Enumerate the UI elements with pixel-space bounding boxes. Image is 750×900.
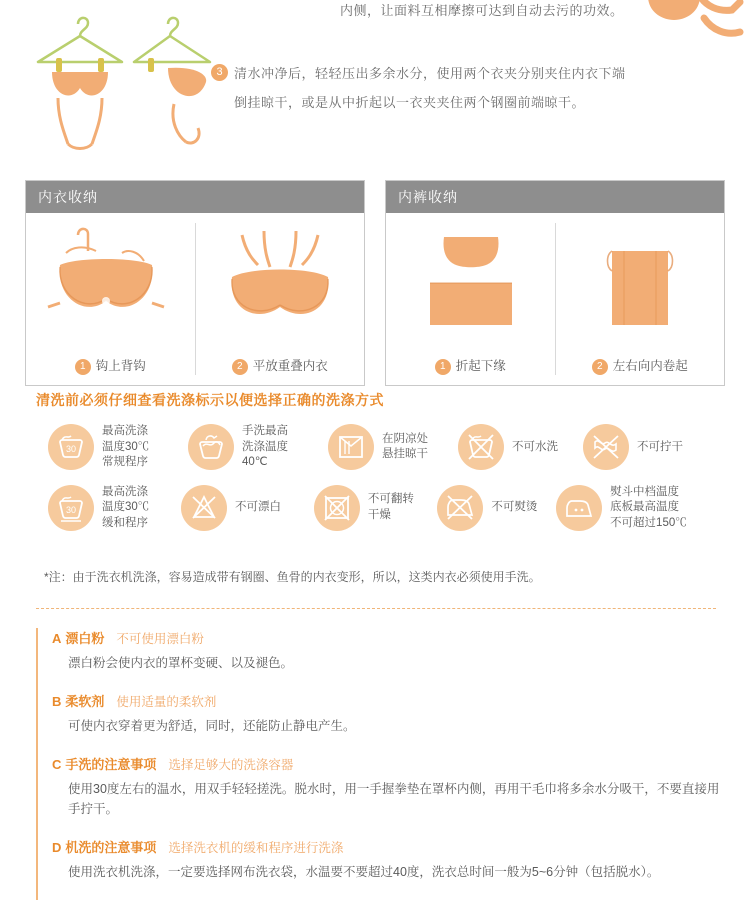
panty-fold-illustration-icon (386, 221, 556, 336)
care-tips-list (36, 628, 726, 900)
wash-symbol-do-not-wring (583, 424, 703, 471)
caption-text: 折起下缘 (455, 359, 506, 374)
wash-symbol-washtub-30 (48, 424, 188, 471)
drip-dry-shade-icon (328, 424, 374, 470)
caption-text: 左右向内卷起 (612, 359, 688, 374)
panel-bra-caption-2 (196, 356, 365, 375)
tip-body: 可使内衣穿着更为舒适，同时，还能防止静电产生。 (68, 719, 356, 733)
panel-panty-storage (385, 180, 725, 386)
wash-symbol-washtub-30-gentle (48, 485, 181, 532)
tip-subtitle: 使用适量的柔软剂 (116, 695, 217, 709)
panel-bra-storage-body (26, 213, 364, 385)
panel-panty-caption-1 (386, 356, 555, 375)
wash-symbol-label: 不可熨烫 (491, 501, 538, 514)
care-tip-d-head (52, 837, 726, 856)
wash-symbol-label: 不可翻转 干燥 (367, 493, 414, 521)
tip-letter: C (52, 757, 62, 772)
washtub-30-gentle-icon (48, 485, 94, 531)
do-not-iron-icon (437, 485, 483, 531)
tip-letter: B (52, 694, 62, 709)
wash-section-title: 清洗前必须仔细查看洗涤标示以便选择正确的洗涤方式 (36, 392, 384, 408)
tip-subtitle: 选择洗衣机的缓和程序进行洗涤 (168, 841, 344, 855)
wash-symbol-label: 手洗最高 洗涤温度 40℃ (242, 425, 288, 469)
care-tip-a-head (52, 628, 726, 647)
wash-symbol-label: 最高洗涤 温度30℃ 常规程序 (102, 425, 150, 469)
step-3-line-2: 倒挂晾干，或是从中折起以一衣夹夹住两个钢圈前端晾干。 (234, 95, 586, 110)
step-number: 2 (592, 359, 608, 375)
wash-symbol-iron-medium (556, 485, 708, 532)
iron-medium-icon (556, 485, 602, 531)
wash-symbol-label: 最高洗涤 温度30℃ 缓和程序 (102, 485, 150, 529)
panel-panty-item-2 (556, 213, 725, 385)
wash-symbol-row-2 (48, 485, 708, 532)
wash-symbol-label: 不可水洗 (512, 440, 558, 453)
wash-symbol-label: 不可漂白 (234, 501, 281, 514)
do-not-tumble-dry-icon (314, 485, 360, 531)
step-number: 1 (435, 359, 451, 375)
tip-subtitle: 选择足够大的洗涤容器 (168, 758, 294, 772)
panel-panty-item-1 (386, 213, 555, 385)
top-partial-text: 内侧，让面料互相摩擦可达到自动去污的功效。 (340, 3, 624, 18)
svg-text:30: 30 (65, 444, 77, 455)
wash-symbol-do-not-iron (437, 485, 556, 532)
section-divider (36, 608, 716, 609)
wash-symbol-grid (48, 424, 708, 545)
torso-illustration-icon (640, 0, 750, 56)
panel-panty-storage-title: 内裤收纳 (386, 181, 724, 213)
panel-bra-item-2 (196, 213, 365, 385)
care-tip-d (52, 837, 726, 882)
tip-letter: A (52, 631, 62, 646)
step-3-number: 3 (211, 64, 228, 81)
wash-symbol-label: 熨斗中档温度 底板最高温度 不可超过150℃ (610, 485, 687, 529)
panel-panty-storage-body (386, 213, 724, 385)
tip-title: 柔软剂 (65, 694, 105, 709)
do-not-bleach-icon (181, 485, 227, 531)
step-3-line-1: 清水冲净后，轻轻压出多余水分，使用两个衣夹分别夹住内衣下端 (234, 66, 626, 81)
bra-stacked-illustration-icon (196, 221, 366, 336)
svg-text:30: 30 (65, 504, 77, 515)
wash-symbol-handwash (188, 424, 328, 471)
step-number: 2 (232, 359, 248, 375)
tip-body: 使用30度左右的温水，用双手轻轻搓洗。脱水时，用一手握拳垫在罩杯内侧，再用干毛巾将多余水分吸干，不要直接用手拧干。 (68, 782, 720, 816)
care-tip-b-head (52, 691, 726, 710)
care-tip-c (52, 754, 726, 819)
do-not-wring-icon (583, 424, 629, 470)
tip-body: 漂白粉会使内衣的罩杯变硬、以及褪色。 (68, 656, 294, 670)
panel-bra-storage (25, 180, 365, 386)
wash-symbol-drip-dry-shade (328, 424, 458, 471)
wash-note: *注：由于洗衣机洗涤，容易造成带有钢圈、鱼骨的内衣变形，所以，这类内衣必须使用手洗。 (44, 570, 541, 584)
bra-hook-illustration-icon (26, 221, 196, 336)
care-tip-b (52, 691, 726, 736)
tip-letter: D (52, 840, 62, 855)
tip-subtitle: 不可使用漂白粉 (116, 632, 204, 646)
tip-title: 机洗的注意事项 (65, 840, 157, 855)
panel-bra-storage-title: 内衣收纳 (26, 181, 364, 213)
panel-panty-caption-2 (556, 356, 725, 375)
panel-bra-item-1 (26, 213, 195, 385)
handwash-icon (188, 424, 234, 470)
care-tip-a (52, 628, 726, 673)
caption-text: 平放重叠内衣 (252, 359, 328, 374)
storage-panels (25, 180, 725, 386)
wash-symbol-do-not-wash (458, 424, 583, 471)
wash-symbol-label: 在阴凉处 悬挂晾干 (382, 432, 428, 461)
wash-symbol-label: 不可拧干 (637, 440, 683, 453)
tip-title: 手洗的注意事项 (65, 757, 157, 772)
wash-symbol-do-not-bleach (181, 485, 314, 532)
top-section (0, 0, 750, 160)
step-number: 1 (75, 359, 91, 375)
wash-symbol-do-not-tumble-dry (314, 485, 437, 532)
care-tip-c-head (52, 754, 726, 773)
tip-body: 使用洗衣机洗涤，一定要选择网布洗衣袋，水温要不要超过40度，洗衣总时间一般为5~6分钟（包括脱水）。 (68, 865, 660, 879)
caption-text: 钩上背钩 (95, 359, 146, 374)
panty-roll-illustration-icon (556, 221, 726, 336)
tip-title: 漂白粉 (65, 631, 105, 646)
hanger-drying-illustration-icon (18, 10, 218, 150)
panel-bra-caption-1 (26, 356, 195, 375)
do-not-wash-icon (458, 424, 504, 470)
wash-symbol-row-1 (48, 424, 708, 471)
washtub-30-icon (48, 424, 94, 470)
